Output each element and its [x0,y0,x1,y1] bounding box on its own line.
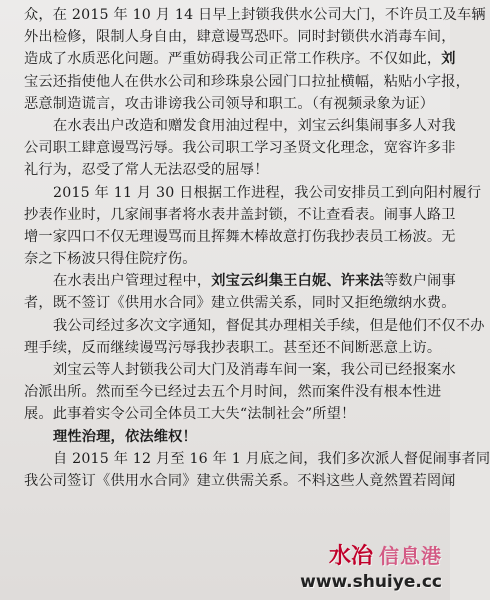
text-line: 奈之下杨波只得住院疗伤。 [24,251,197,268]
bold-names: 刘宝云纠集王白妮、许来法 [211,273,384,290]
text-line: 增一家四口不仅无理谩骂而且挥舞木棒故意打伤我抄表员工杨波。无 [24,228,456,245]
text-line: 宝云还指使他人在供水公司和珍珠泉公园门口拉扯横幅，粘贴小字报， [24,73,471,90]
text-line-content: 等数户闹事 [383,273,456,290]
watermark-logo [329,538,442,570]
text-line: 抄表作业时，几家闹事者将水表井盖封锁，不让查看表。闹事人路卫 [24,206,456,223]
text-line: 冶派出所。然而至今已经过去五个月时间，然而案件没有根本性进 [24,384,442,401]
text-line: 众，在 2015 年 10 月 14 日早上封锁我供水公司大门，不许员工及车辆 [24,7,486,23]
watermark-url: www.shuiye.cc [300,572,442,592]
text-line-content: 造成了水质恶化问题。严重妨碍我公司正常工作秩序。不仅如此， [24,51,442,68]
watermark-brand-sub: 信息港 [379,543,442,568]
text-line: 外出检修，限制人身自由，肆意谩骂恐吓。同时封锁供水消毒车间， [24,29,456,46]
document-body [24,4,490,492]
text-line: 者，既不签订《供用水合同》建立供需关系，同时又拒绝缴纳水费。 [24,295,456,312]
text-line: 展。此事着实令公司全体员工大失“法制社会”所望！ [24,406,356,423]
text-line: 公司职工肆意谩骂污辱。我公司职工学习圣贤文化理念，宽容许多非 [24,140,456,157]
text-line: 自 2015 年 12 月至 16 年 1 月底之间，我们多次派人督促闹事者同 [53,450,490,467]
text-line [24,270,456,292]
section-heading: 理性治理，依法维权！ [53,428,197,445]
text-line-content: 在水表出户管理过程中， [53,273,212,290]
text-line: 2015 年 11 月 30 日根据工作进程，我公司安排员工到向阳村履行 [53,184,482,201]
site-watermark [272,538,442,594]
text-line: 理手续，反而继续谩骂污辱我抄表职工。甚至还不间断恶意上访。 [24,339,442,356]
text-line: 我公司签订《供用水合同》建立供需关系。不料这些人竟然置若罔闻 [24,472,456,489]
text-line: 我公司经过多次文字通知，督促其办理相关手续，但是他们不仅不办 [53,317,485,334]
text-line: 恶意制造谎言，攻击诽谤我公司领导和职工。（有视频录象为证） [24,95,435,112]
text-line [24,48,456,70]
watermark-brand: 水冶 [328,543,373,569]
text-line: 在水表出户改造和赠发食用油过程中，刘宝云纠集闹事多人对我 [53,117,456,134]
text-line: 刘宝云等人封锁我公司大门及消毒车间一案，我公司已经报案水 [53,362,456,378]
text-line: 礼行为，忍受了常人无法忍受的屈辱！ [24,162,269,179]
bold-name-fragment: 刘 [441,51,456,68]
